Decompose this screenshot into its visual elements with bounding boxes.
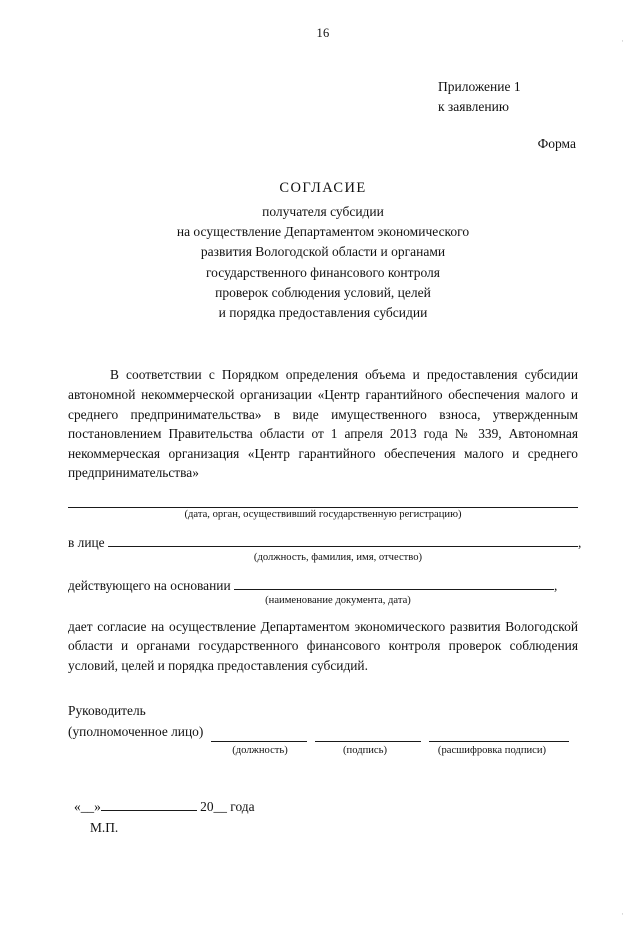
appendix-line-1: Приложение 1 [438,79,521,94]
acting-basis-blank-line[interactable] [234,577,554,589]
registration-caption: (дата, орган, осуществивший государственную регистрацию) [184,508,462,520]
signature-lines-row [68,722,578,741]
stamp-label: М.П. [90,819,119,835]
title-block [68,178,578,323]
date-quote-close: » [94,798,101,814]
signature-fullname-blank[interactable] [429,728,569,741]
signature-sign-blank[interactable] [315,728,421,741]
date-quote-open: « [74,798,81,814]
in-person-blank-line[interactable] [108,534,578,546]
in-person-label: в лице [68,534,105,550]
scan-mark-top: · [621,36,624,46]
date-year-blank[interactable]: __ [213,798,227,814]
date-block [68,796,578,839]
document-title: СОГЛАСИЕ [279,180,367,197]
in-person-comma: , [578,534,582,550]
title-line-2: на осуществление Департаментом экономического [176,224,470,240]
date-year: 20 [200,798,214,814]
title-line-6: и порядка предоставления субсидии [218,305,428,321]
title-line-4: государственного финансового контроля [205,264,440,280]
signature-position-blank[interactable] [211,728,307,741]
signature-sign-caption: (подпись) [343,744,387,756]
date-line [74,796,578,817]
acting-basis-caption: (наименование документа, дата) [265,595,411,607]
registration-blank-line[interactable] [68,495,578,508]
body-paragraph-1-wrap [68,365,578,482]
scan-mark-bottom: · [621,909,624,919]
signature-line-1: Руководитель [68,703,146,719]
page-number: 16 [316,26,330,40]
acting-basis-comma: , [553,577,558,593]
signature-captions-row [68,743,578,758]
in-person-caption: (должность, фамилия, имя, отчество) [253,551,423,563]
title-line-5: проверок соблюдения условий, целей [215,284,431,300]
acting-basis-label: действующего на основании [68,577,231,593]
body-paragraph-2: дает согласие на осуществление Департаментом экономического развития Вологодской области и органами государственного финансового контроля проверок соблюдения условий, целей и порядка предоставления субсидий. [68,618,578,673]
signature-fullname-caption: (расшифровка подписи) [437,744,547,756]
signature-line-2: (уполномоченное лицо) [68,724,204,740]
in-person-field-row [68,534,582,565]
date-year-word: года [230,798,255,814]
registration-field-row [68,495,578,522]
title-line-1: получателя субсидии [262,203,384,219]
title-line-3: развития Вологодской области и органами [200,244,446,260]
date-day-blank[interactable]: __ [80,798,95,814]
signature-block [68,701,578,757]
acting-basis-field-row [68,577,578,608]
form-label: Форма [537,136,576,152]
document-page [0,26,640,931]
appendix-block [438,77,578,116]
body-paragraph-1: В соответствии с Порядком определения объема и предоставления субсидии автономной некоммерческой организации «Центр гарантийного обеспечения малого и среднего предпринимательства» в виде имущественного взноса, утвержденным постановлением Правительства области от 1 апреля 2013 года № 339, Автономная некоммерческая организация «Центр гарантийного обеспечения малого и среднего предпринимательства» [68,367,578,481]
signature-position-caption: (должность) [232,744,288,756]
date-month-blank[interactable] [101,798,197,810]
appendix-line-2: к заявлению [438,98,509,114]
